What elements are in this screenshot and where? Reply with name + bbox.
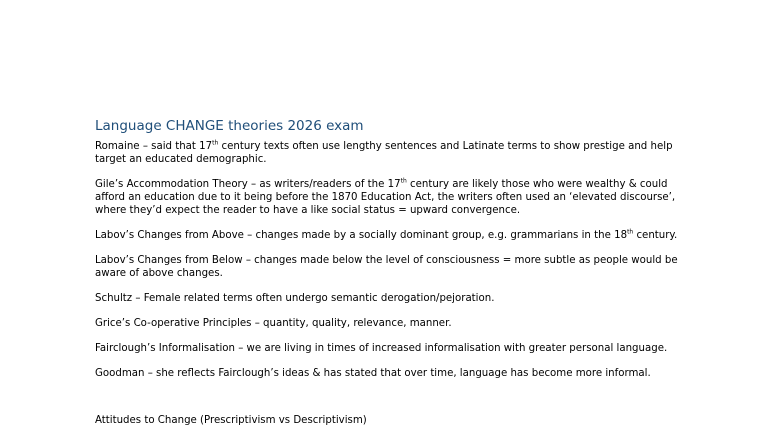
paragraph-text: Schultz – Female related terms often undergo semantic derogation/pejoration.	[95, 293, 495, 304]
paragraph-text: century.	[633, 230, 678, 241]
paragraph-schultz	[95, 292, 695, 305]
paragraph-text: century are likely those who were wealthy & could afford an education due to it being before the 1870 Education Act, the writers often used an ‘elevated discourse’, where they’d expect the reader to have a like social status = upward convergence.	[95, 179, 676, 216]
paragraph-labov-below	[95, 254, 695, 280]
document-title: Language CHANGE theories 2026 exam	[95, 118, 364, 134]
superscript: th	[212, 139, 219, 147]
paragraph-text: Grice’s Co-operative Principles – quantity, quality, relevance, manner.	[95, 318, 452, 329]
document-page	[95, 118, 695, 427]
paragraph-fairclough	[95, 342, 695, 355]
paragraph-text: century texts often use lengthy sentences and Latinate terms to show prestige and help target an educated demographic.	[95, 141, 673, 165]
paragraph-goodman	[95, 367, 695, 380]
section-subheading: Attitudes to Change (Prescriptivism vs Descriptivism)	[95, 415, 367, 426]
superscript: th	[627, 228, 634, 236]
paragraph-labov-above	[95, 229, 695, 242]
paragraph-text: Fairclough’s Informalisation – we are living in times of increased informalisation with greater personal language.	[95, 343, 668, 354]
paragraph-romaine	[95, 140, 695, 166]
paragraph-giles	[95, 178, 695, 217]
paragraph-text: Labov’s Changes from Above – changes made by a socially dominant group, e.g. grammarians in the 18	[95, 230, 628, 241]
paragraph-text: Gile’s Accommodation Theory – as writers/readers of the 17	[95, 179, 401, 190]
paragraph-text: Goodman – she reflects Fairclough’s ideas & has stated that over time, language has become more informal.	[95, 368, 651, 379]
paragraph-grice	[95, 317, 695, 330]
paragraph-text: Labov’s Changes from Below – changes made below the level of consciousness = more subtle as people would be aware of above changes.	[95, 255, 678, 279]
spacer	[95, 392, 695, 414]
paragraph-text: Romaine – said that 17	[95, 141, 213, 152]
superscript: th	[400, 177, 407, 185]
